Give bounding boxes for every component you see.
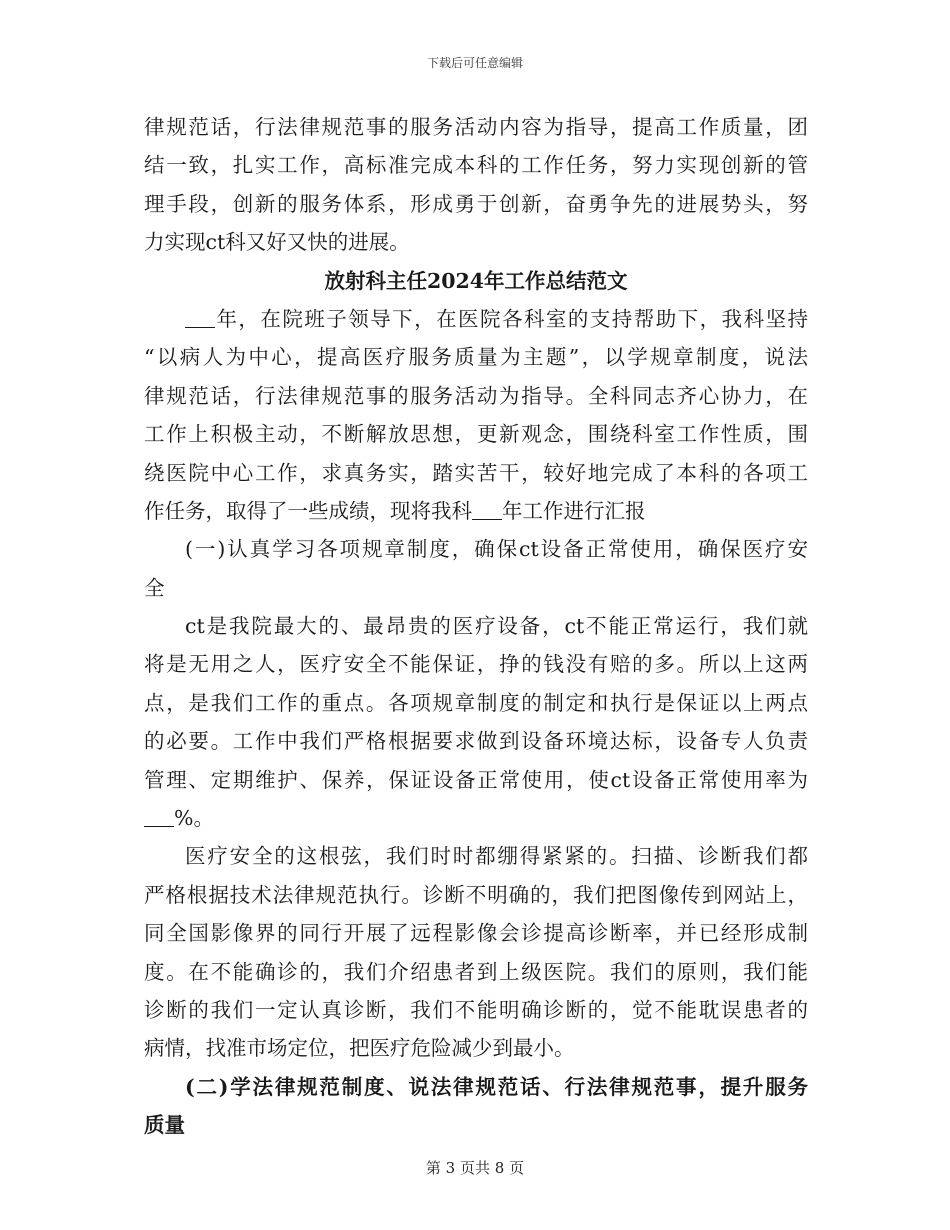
section-heading-line: (二)学法律规范制度、说法律规范话、行法律规范事，提升服务: [185, 1074, 808, 1099]
paragraph-line: 严格根据技术法律规范执行。诊断不明确的，我们把图像传到网站上，: [144, 882, 808, 907]
paragraph-line: 力实现ct科又好又快的进展。: [144, 230, 410, 255]
line-text: 作任务，取得了一些成绩，现将我科: [144, 498, 472, 523]
line-text: 年工作进行汇报: [502, 498, 646, 523]
paragraph-line: 点，是我们工作的重点。各项规章制度的制定和执行是保证以上两点: [144, 690, 808, 715]
line-text: 年，在院班子领导下，在医院各科室的支持帮助下，我科坚持: [215, 306, 808, 331]
section-heading-line: (一)认真学习各项规章制度，确保ct设备正常使用，确保医疗安: [185, 537, 808, 562]
paragraph-line: 病情，找准市场定位，把医疗危险减少到最小。: [144, 1036, 575, 1061]
paragraph-line: 的必要。工作中我们严格根据要求做到设备环境达标，设备专人负责: [144, 729, 808, 754]
paragraph-line: [144, 799, 808, 837]
paragraph-line: 律规范话，行法律规范事的服务活动为指导。全科同志齐心协力，在: [144, 383, 808, 408]
document-body: [144, 108, 808, 1145]
paragraph-line: 将是无用之人，医疗安全不能保证，挣的钱没有赔的多。所以上这两: [144, 652, 808, 677]
paragraph-line: 管理、定期维护、保养，保证设备正常使用，使ct设备正常使用率为: [144, 767, 808, 792]
paragraph-line: 度。在不能确诊的，我们介绍患者到上级医院。我们的原则，我们能: [144, 959, 808, 984]
paragraph-line: ct是我院最大的、最昂贵的医疗设备，ct不能正常运行，我们就: [185, 614, 808, 639]
fill-blank: [144, 806, 174, 827]
page-footer: 第 3 页共 8 页: [425, 1159, 525, 1177]
page-header: 下载后可任意编辑: [426, 56, 523, 70]
paragraph-line: “以病人为中心，提高医疗服务质量为主题”，以学规章制度，说法: [144, 345, 808, 370]
paragraph-line: [144, 300, 808, 338]
fill-blank: [185, 307, 215, 328]
paragraph-line: 结一致，扎实工作，高标准完成本科的工作任务，努力实现创新的管: [144, 153, 808, 178]
paragraph-line: 同全国影像界的同行开展了远程影像会诊提高诊断率，并已经形成制: [144, 921, 808, 946]
document-title: 放射科主任2024年工作总结范文: [324, 268, 628, 293]
paragraph-line: [144, 492, 808, 530]
paragraph-line: 工作上积极主动，不断解放思想，更新观念，围绕科室工作性质，围: [144, 422, 808, 447]
line-text: %。: [174, 806, 214, 831]
paragraph-line: 全: [144, 575, 165, 600]
fill-blank: [472, 499, 502, 520]
section-heading-line: 质量: [144, 1113, 185, 1138]
paragraph-line: 诊断的我们一定认真诊断，我们不能明确诊断的，觉不能耽误患者的: [144, 997, 808, 1022]
paragraph-line: 绕医院中心工作，求真务实，踏实苦干，较好地完成了本科的各项工: [144, 460, 808, 485]
paragraph-line: 医疗安全的这根弦，我们时时都绷得紧紧的。扫描、诊断我们都: [185, 844, 808, 869]
paragraph-line: 理手段，创新的服务体系，形成勇于创新，奋勇争先的进展势头，努: [144, 191, 808, 216]
paragraph-line: 律规范话，行法律规范事的服务活动内容为指导，提高工作质量，团: [144, 115, 808, 139]
